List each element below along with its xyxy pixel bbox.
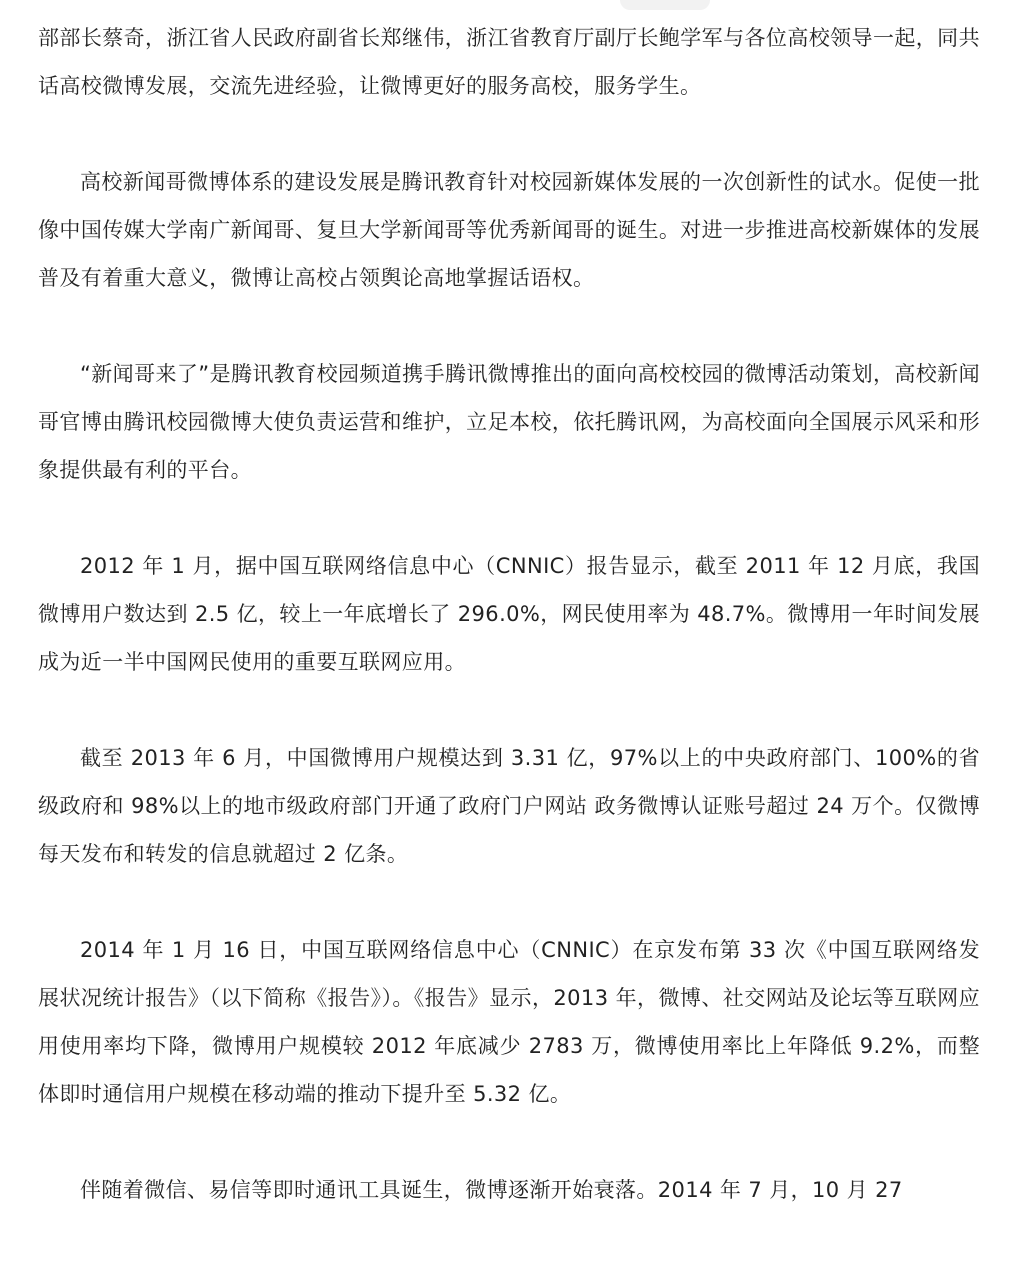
paragraph-6: 2014 年 1 月 16 日，中国互联网络信息中心（CNNIC）在京发布第 33 次《中国互联网络发展状况统计报告》（以下简称《报告》）。《报告》显示，2013 年，微博、社交网站及论坛等互联网应用使用率均下降，微博用户规模较 2012 年底减少 2783 万，微博使用率比上年降低 9.2%，而整体即时通信用户规模在移动端的推动下提升至 5.32 亿。 <box>38 938 980 1106</box>
article-body <box>38 14 980 1262</box>
top-edge-shadow <box>620 0 710 10</box>
paragraph-7: 伴随着微信、易信等即时通讯工具诞生，微博逐渐开始衰落。2014 年 7 月，10 月 27 <box>80 1178 903 1202</box>
paragraph-1: 部部长蔡奇，浙江省人民政府副省长郑继伟，浙江省教育厅副厅长鲍学军与各位高校领导一起，同共话高校微博发展，交流先进经验，让微博更好的服务高校，服务学生。 <box>38 26 980 98</box>
paragraph-4: 2012 年 1 月，据中国互联网络信息中心（CNNIC）报告显示，截至 2011 年 12 月底，我国微博用户数达到 2.5 亿，较上一年底增长了 296.0%，网民使用率为 48.7%。微博用一年时间发展成为近一半中国网民使用的重要互联网应用。 <box>38 554 980 674</box>
paragraph-2: 高校新闻哥微博体系的建设发展是腾讯教育针对校园新媒体发展的一次创新性的试水。促使一批像中国传媒大学南广新闻哥、复旦大学新闻哥等优秀新闻哥的诞生。对进一步推进高校新媒体的发展普及有着重大意义，微博让高校占领舆论高地掌握话语权。 <box>38 170 980 290</box>
paragraph-5: 截至 2013 年 6 月，中国微博用户规模达到 3.31 亿，97%以上的中央政府部门、100%的省级政府和 98%以上的地市级政府部门开通了政府门户网站 政务微博认证账号超过 24 万个。仅微博每天发布和转发的信息就超过 2 亿条。 <box>38 746 980 866</box>
paragraph-3: “新闻哥来了”是腾讯教育校园频道携手腾讯微博推出的面向高校校园的微博活动策划，高校新闻哥官博由腾讯校园微博大使负责运营和维护，立足本校，依托腾讯网，为高校面向全国展示风采和形象提供最有利的平台。 <box>38 362 980 482</box>
